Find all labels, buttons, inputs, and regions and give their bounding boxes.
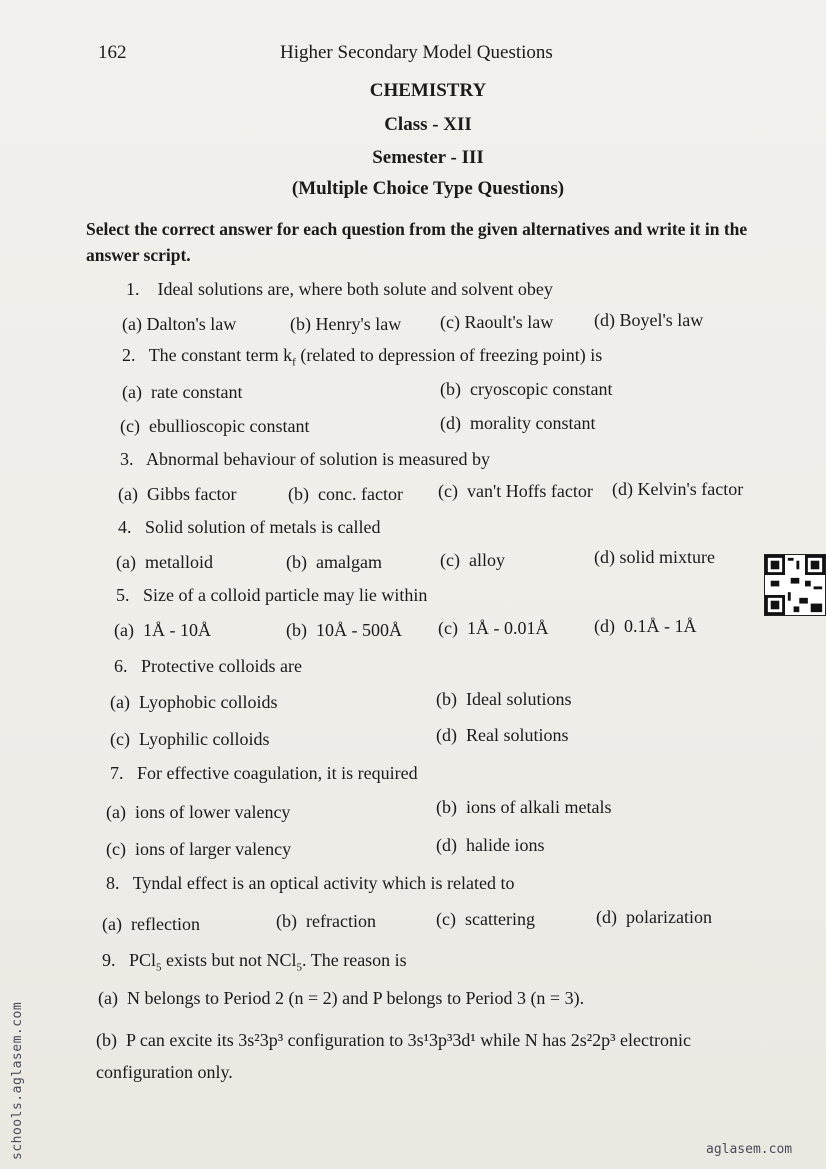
q2-option-d: (d) morality constant (440, 413, 596, 433)
q5-option-b: (b) 10Å - 500Å (286, 620, 402, 640)
semester-title: Semester - III (372, 147, 484, 168)
class-title: Class - XII (384, 114, 472, 135)
question-9: 9. PCl$_5$ exists but not NCl$_5$. The reason is (102, 950, 407, 974)
question-5: 5. Size of a colloid particle may lie within (116, 585, 428, 605)
q4-option-d: (d) solid mixture (594, 547, 715, 567)
question-2: 2. The constant term $k_f$ (related to depression of freezing point) is (122, 345, 603, 369)
q9-option-a: (a) N belongs to Period 2 (n = 2) and P belongs to Period 3 (n = 3). (98, 988, 585, 1008)
q7-option-c: (c) ions of larger valency (106, 839, 292, 859)
instructions: Select the correct answer for each question from the given alternatives and write it in the answer script. (86, 219, 748, 265)
question-type-title: (Multiple Choice Type Questions) (291, 178, 565, 199)
q3-option-d: (d) Kelvin's factor (612, 479, 744, 499)
q4-option-b: (b) amalgam (286, 552, 382, 572)
q2-option-b: (b) cryoscopic constant (440, 379, 613, 399)
q9-option-b: (b) P can excite its 3s²3p³ configuration to 3s¹3p³3d¹ while N has 2s²2p³ electronic configuration only. (96, 1030, 691, 1082)
q6-option-b: (b) Ideal solutions (436, 689, 572, 709)
side-watermark: schools.aglasem.com (10, 1001, 25, 1160)
q1-option-b: (b) Henry's law (290, 314, 402, 334)
q7-option-b: (b) ions of alkali metals (436, 797, 612, 817)
q6-option-d: (d) Real solutions (436, 725, 569, 745)
q2-option-c: (c) ebullioscopic constant (120, 416, 310, 436)
q1-option-d: (d) Boyel's law (594, 310, 704, 330)
question-number: 1. (126, 279, 140, 299)
q3-option-b: (b) conc. factor (288, 484, 403, 504)
q8-option-b: (b) refraction (276, 911, 376, 931)
page-number: 162 (98, 42, 127, 63)
q6-option-c: (c) Lyophilic colloids (110, 729, 270, 749)
question-3: 3. Abnormal behaviour of solution is measured by (120, 449, 490, 469)
subject-title: CHEMISTRY (369, 80, 487, 101)
q1-option-c: (c) Raoult's law (440, 312, 554, 332)
q8-option-c: (c) scattering (436, 909, 535, 929)
q7-option-d: (d) halide ions (436, 835, 545, 855)
question-1 (126, 279, 553, 300)
q7-option-a: (a) ions of lower valency (106, 802, 291, 822)
q4-option-a: (a) metalloid (116, 552, 213, 572)
q5-option-c: (c) 1Å - 0.01Å (438, 618, 549, 638)
q6-option-a: (a) Lyophobic colloids (110, 692, 278, 712)
q3-option-a: (a) Gibbs factor (118, 484, 237, 504)
q8-option-d: (d) polarization (596, 907, 712, 927)
book-title: Higher Secondary Model Questions (280, 42, 553, 63)
question-number: 2. (122, 345, 136, 365)
bottom-watermark: aglasem.com (706, 1142, 793, 1157)
question-6: 6. Protective colloids are (114, 656, 302, 676)
q8-option-a: (a) reflection (102, 914, 200, 934)
question-4: 4. Solid solution of metals is called (118, 517, 381, 537)
q1-option-a: (a) Dalton's law (122, 314, 237, 334)
q5-option-d: (d) 0.1Å - 1Å (594, 616, 697, 636)
q2-option-a: (a) rate constant (122, 382, 243, 402)
q3-option-c: (c) van't Hoffs factor (438, 481, 593, 501)
question-8: 8. Tyndal effect is an optical activity which is related to (106, 873, 515, 893)
q5-option-a: (a) 1Å - 10Å (114, 620, 211, 640)
qr-code (764, 554, 826, 616)
question-7: 7. For effective coagulation, it is required (110, 763, 418, 783)
q4-option-c: (c) alloy (440, 550, 505, 570)
question-text: Ideal solutions are, where both solute and solvent obey (157, 279, 553, 299)
